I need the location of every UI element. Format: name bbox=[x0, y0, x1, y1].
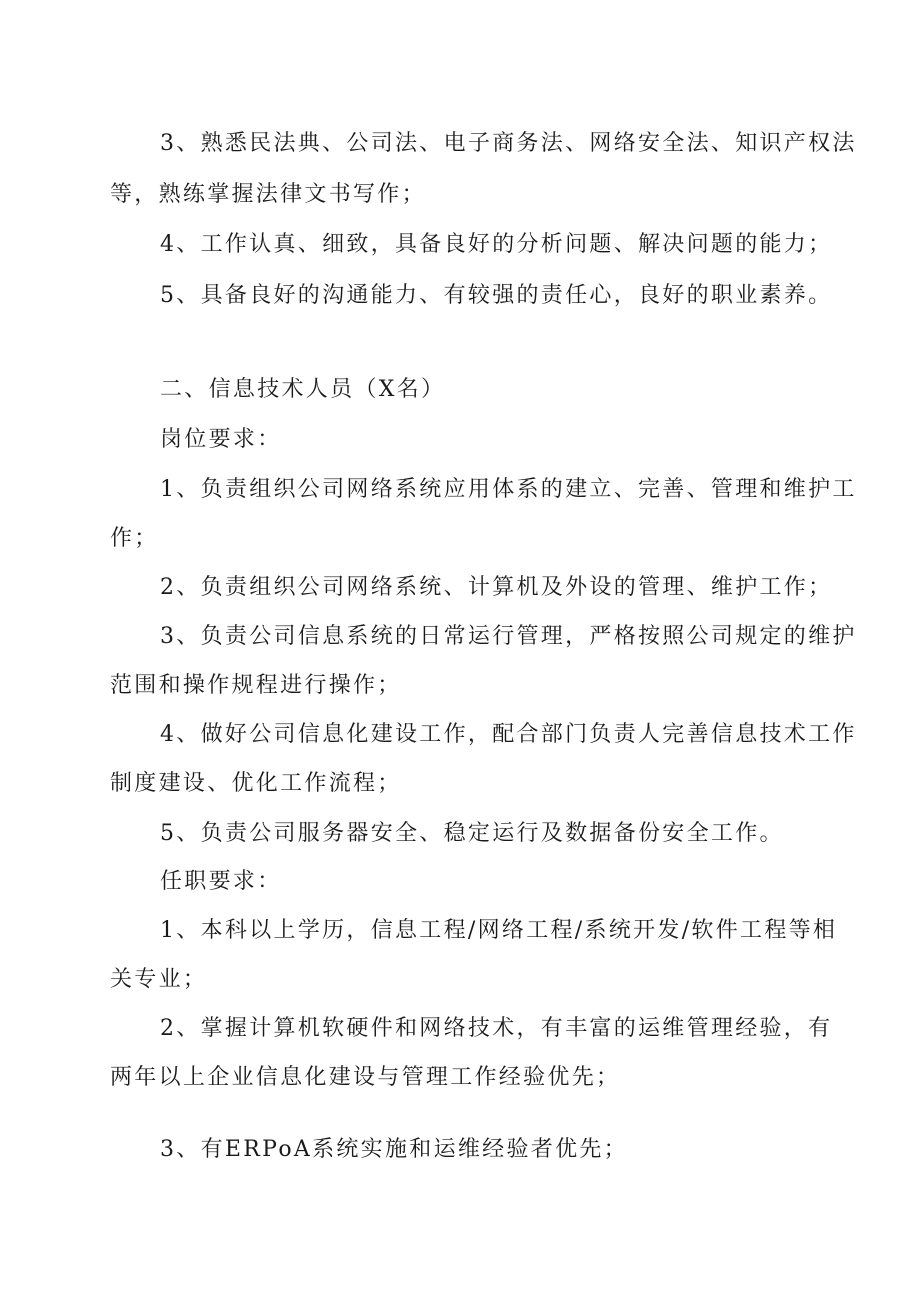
text-line: 4、工作认真、细致，具备良好的分析问题、解决问题的能力； bbox=[160, 232, 833, 257]
text-line: 5、具备良好的沟通能力、有较强的责任心，良好的职业素养。 bbox=[160, 283, 833, 308]
text-line: 2、负责组织公司网络系统、计算机及外设的管理、维护工作； bbox=[160, 575, 833, 600]
text-line: 1、负责组织公司网络系统应用体系的建立、完善、管理和维护工 bbox=[160, 477, 857, 502]
text-line: 范围和操作规程进行操作； bbox=[110, 673, 402, 698]
text-line: 3、有ERPoA系统实施和运维经验者优先； bbox=[160, 1137, 628, 1162]
text-line: 作； bbox=[110, 526, 159, 551]
text-line: 3、熟悉民法典、公司法、电子商务法、网络安全法、知识产权法 bbox=[160, 131, 857, 156]
text-line: 等，熟练掌握法律文书写作； bbox=[110, 182, 426, 207]
text-line: 4、做好公司信息化建设工作，配合部门负责人完善信息技术工作 bbox=[160, 722, 857, 747]
text-line: 两年以上企业信息化建设与管理工作经验优先； bbox=[110, 1065, 621, 1090]
text-line: 关专业； bbox=[110, 967, 208, 992]
text-line: 制度建设、优化工作流程； bbox=[110, 771, 402, 796]
section-heading: 二、信息技术人员（X名） bbox=[160, 377, 446, 402]
text-line: 3、负责公司信息系统的日常运行管理，严格按照公司规定的维护 bbox=[160, 624, 857, 649]
subheading: 岗位要求： bbox=[160, 427, 282, 452]
text-line: 1、本科以上学历，信息工程/网络工程/系统开发/软件工程等相 bbox=[160, 918, 838, 943]
text-line: 5、负责公司服务器安全、稳定运行及数据备份安全工作。 bbox=[160, 821, 784, 846]
subheading: 任职要求： bbox=[160, 869, 282, 894]
text-line: 2、掌握计算机软硬件和网络技术，有丰富的运维管理经验，有 bbox=[160, 1016, 833, 1041]
